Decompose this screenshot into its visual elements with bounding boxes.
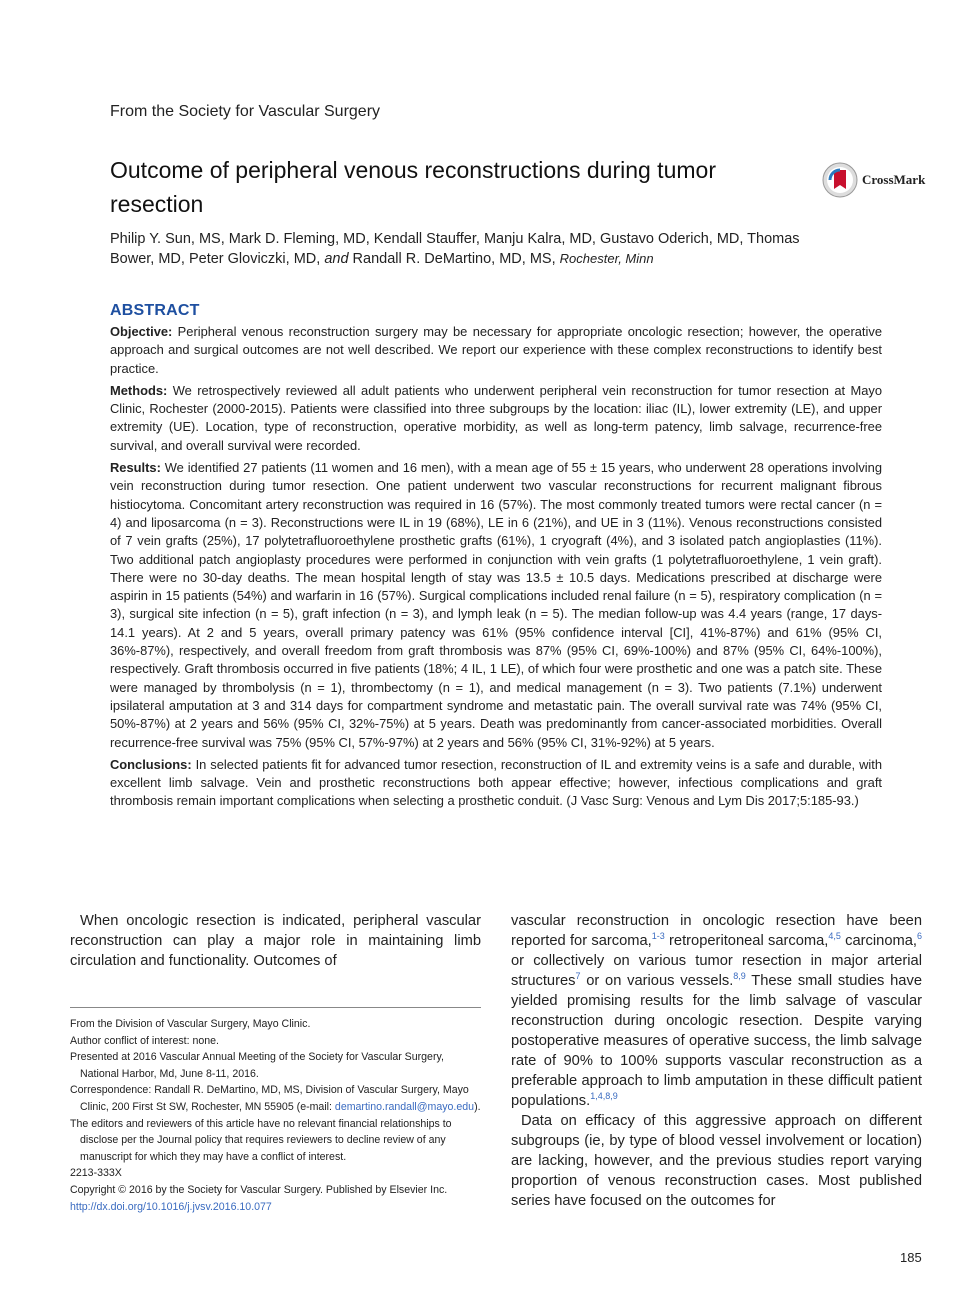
citation-ref[interactable]: 1-3	[651, 931, 665, 942]
footnote-correspondence	[70, 1082, 481, 1115]
citation-ref[interactable]: 1,4,8,9	[590, 1091, 618, 1102]
p1-text-6: These small studies have yielded promising results for the limb salvage of vascular reconstruction during oncologic resection. Despite varying postoperative measures of operative success, the limb salvage rate of 90% to 100% supports vascular reconstruction as a preferable approach to limb amputation in these difficult patient populations.	[511, 973, 922, 1109]
footnote-conflict: Author conflict of interest: none.	[70, 1034, 219, 1047]
author-list	[110, 229, 840, 269]
citation-ref[interactable]: 8,9	[733, 971, 746, 982]
email-link[interactable]: demartino.randall@mayo.edu	[334, 1100, 475, 1113]
footnote-presented: Presented at 2016 Vascular Annual Meeting of the Society for Vascular Surgery, National Harbor, Md, June 8-11, 2016.	[70, 1051, 444, 1080]
p1-text-5: or on various vessels.	[580, 973, 734, 989]
abstract-methods	[110, 382, 882, 455]
objective-label: Objective:	[110, 324, 173, 339]
conclusions-label: Conclusions:	[110, 756, 192, 772]
abstract-objective	[110, 323, 882, 378]
citation-ref[interactable]: 4,5	[828, 931, 841, 942]
crossmark-badge[interactable]	[822, 160, 932, 200]
p1-text-2: retroperitoneal sarcoma,	[664, 933, 829, 949]
body-paragraph-2: Data on efficacy of this aggressive approach on different subgroups (ie, by type of blood vessel involvement or location) are lacking, however, and the previous studies report varying proportion of venous reconstruction cases. Most published series have focused on the outcomes for	[511, 1113, 922, 1209]
footnote-doi	[70, 1199, 481, 1216]
citation-ref[interactable]: 6	[916, 931, 922, 942]
footnote-division: From the Division of Vascular Surgery, Mayo Clinic.	[70, 1018, 311, 1030]
conclusions-text: In selected patients fit for advanced tumor resection, reconstruction of IL and extremity veins is a safe and durable, with excellent limb salvage. Vein and prosthetic reconstructions both appear effective; however, infectious complications and graft thrombosis remain important complications when selecting a prosthetic conduit. (J Vasc Surg: Venous and Lym Dis 2017;5:185-93.)	[110, 756, 882, 809]
intro-paragraph: When oncologic resection is indicated, peripheral vascular reconstruction can play a major role in maintaining limb circulation and functionality. Outcomes of	[70, 913, 481, 969]
abstract-body	[110, 323, 882, 815]
body-column-left	[70, 911, 481, 971]
footnote-issn: 2213-333X	[70, 1167, 122, 1180]
abstract-results	[110, 459, 882, 752]
abstract-conclusions	[110, 756, 882, 811]
results-label: Results:	[110, 460, 161, 476]
footnote-editors: The editors and reviewers of this article have no relevant financial relationships to disclose per the Journal policy that requires reviewers to decline review of any manuscript for which they may have a conflict of interest.	[70, 1117, 452, 1163]
abstract-heading: ABSTRACT	[110, 302, 200, 319]
results-text: We identified 27 patients (11 women and 16 men), with a mean age of 55 ± 15 years, who underwent 28 operations involving vein reconstruction during tumor resection. One patient underwent two vascular reconstructions for recurrent malignant fibrous histiocytoma. Concomitant artery reconstruction was required in 16 (57%). The most commonly treated tumors were rectal cancer (n = 4) and liposarcoma (n = 3). Reconstructions were IL in 19 (68%), LE in 6 (21%), and UE in 3 (11%). Venous reconstructions consisted of 7 vein grafts (25%), 17 polytetrafluoroethylene prosthetic grafts (61%), 1 cryograft (4%), and 3 isolated patch angioplasties (11%). Two additional patch angioplasty procedures were performed in conjunction with vein grafts (1 polytetrafluoroethylene, 1 vein graft). There were no 30-day deaths. The mean hospital length of stay was 13.5 ± 10.5 days. Medications prescribed at discharge were aspirin in 15 patients (54%) and warfarin in 16 (57%). Surgical complications included renal failure (n = 5), respiratory complication (n = 3), surgical site infection (n = 5), graft infection (n = 3), and lymph leak (n = 5). The median follow-up was 4.4 years (range, 17 days-14.1 years). At 2 and 5 years, overall primary patency was 61% (95% confidence interval [CI], 41%-87%) and 61% (95% CI, 36%-87%), respectively, and overall freedom from graft thrombosis was 87% (95% CI, 69%-100%) and 87% (95% CI, 64%-100%), respectively. Graft thrombosis occurred in five patients (18%; 4 IL, 1 LE), of which four were prosthetic and one was a patch site. These were managed by thrombolysis (n = 1), thrombectomy (n = 1), and medical management (n = 3). Two patients (7.1%) underwent ipsilateral amputation at 3 and 314 days for compartment syndrome and metastatic pain. The overall survival rate was 74% (95% CI, 50%-87%) at 2 years and 56% (95% CI, 32%-75%) at 5 years. Death was predominantly from cancer-associated morbidities. Overall recurrence-free survival was 75% (95% CI, 57%-97%) at 2 years and 56% (95% CI, 31%-92%) at 5 years.	[110, 460, 882, 750]
body-column-right	[511, 911, 922, 1211]
footnote-copyright: Copyright © 2016 by the Society for Vascular Surgery. Published by Elsevier Inc.	[70, 1183, 448, 1196]
section-header: From the Society for Vascular Surgery	[110, 103, 381, 120]
citation-ref[interactable]: 7	[575, 971, 581, 982]
p1-text-4: or collectively on various tumor resection in major arterial structures	[511, 953, 922, 989]
doi-link[interactable]: http://dx.doi.org/10.1016/j.jvsv.2016.10.077	[70, 1200, 272, 1213]
objective-text: Peripheral venous reconstruction surgery may be necessary for appropriate oncologic resection; however, the operative approach and surgical outcomes are not well described. We report our experience with these complex reconstructions to identify best practice.	[110, 324, 882, 376]
footnote-divider	[70, 1007, 481, 1008]
crossmark-icon	[822, 162, 858, 198]
methods-label: Methods:	[110, 382, 168, 398]
body-paragraph-1	[511, 911, 922, 1111]
article-title: Outcome of peripheral venous reconstructions during tumor resection	[110, 157, 716, 217]
author-names: Philip Y. Sun, MS, Mark D. Fleming, MD, Kendall Stauffer, Manju Kalra, MD, Gustavo Oderich, MD, Thomas Bower, MD, Peter Gloviczki, MD,	[110, 231, 800, 267]
author-and: and	[324, 251, 349, 267]
p1-text-1: vascular reconstruction in oncologic resection have been reported for sarcoma,	[511, 913, 922, 949]
footnotes	[70, 1016, 481, 1215]
correspondence-text: Correspondence: Randall R. DeMartino, MD, MS, Division of Vascular Surgery, Mayo Clinic, 200 First St SW, Rochester, MN 55905 (e-mail:	[70, 1084, 469, 1113]
author-last: Randall R. DeMartino, MD, MS,	[348, 251, 560, 267]
page-number: 185	[900, 1250, 922, 1265]
methods-text: We retrospectively reviewed all adult patients who underwent peripheral vein reconstruction for tumor resection at Mayo Clinic, Rochester (2000-2015). Patients were classified into three subgroups by the location: iliac (IL), lower extremity (LE), and upper extremity (UE). Location, type of reconstruction, operative morbidity, as well as long-term patency, limb salvage, recurrence-free survival, and overall survival were recorded.	[110, 382, 882, 453]
author-location: Rochester, Minn	[559, 251, 654, 266]
crossmark-label: CrossMark	[862, 172, 926, 187]
p1-text-3: carcinoma,	[840, 933, 917, 949]
correspondence-end: ).	[474, 1100, 481, 1113]
